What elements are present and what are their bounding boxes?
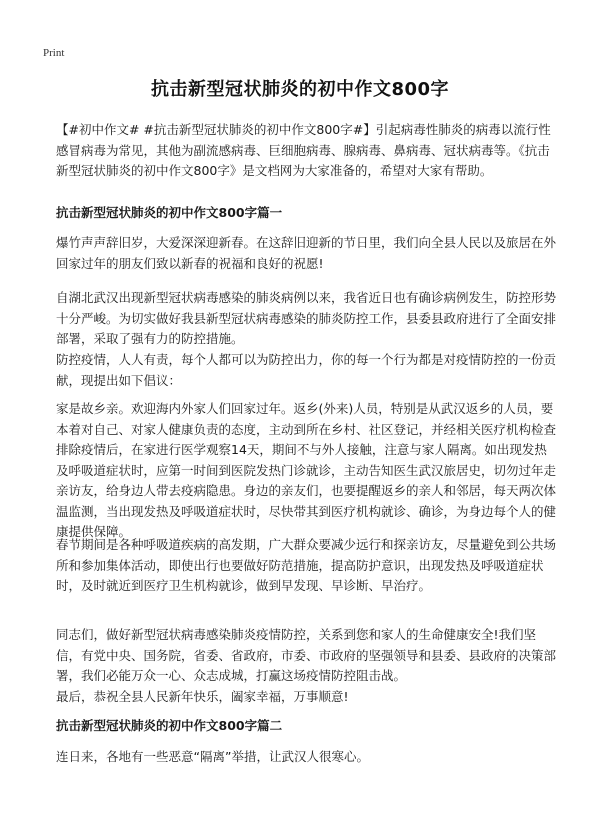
paragraph-3: 防控疫情，人人有责，每个人都可以为防控出力，你的每一个行为都是对疫情防控的一份贡献，现提出如下倡议： (56, 352, 557, 388)
paragraph-7: 最后，恭祝全县人民新年快乐，阖家幸福，万事顺意! (56, 689, 349, 704)
intro-paragraph: 【#初中作文# #抗击新型冠状肺炎的初中作文800字#】引起病毒性肺炎的病毒以流行性感冒病毒为常见，其他为副流感病毒、巨细胞病毒、腺病毒、鼻病毒、冠状病毒等。《抗击新型冠状肺炎的初中作文800字》是文档网为大家准备的，希望对大家有帮助。 (56, 122, 551, 178)
paragraph-1: 爆竹声声辞旧岁，大爱深深迎新春。在这辞旧迎新的节日里，我们向全县人民以及旅居在外回家过年的朋友们致以新春的祝福和良好的祝愿! (56, 235, 557, 271)
section-heading-2: 抗击新型冠状肺炎的初中作文800字篇二 (56, 718, 283, 733)
paragraph-2: 自湖北武汉出现新型冠状病毒感染的肺炎病例以来，我省近日也有确诊病例发生，防控形势十分严峻。为切实做好我县新型冠状病毒感染的肺炎防控工作，县委县政府进行了全面安排部署，采取了强有力的防控措施。 (56, 290, 557, 346)
paragraph-5: 春节期间是各种呼吸道疾病的高发期，广大群众要减少远行和探亲访友，尽量避免到公共场所和参加集体活动，即使出行也要做好防范措施，提高防护意识，出现发热及呼吸道症状时，及时就近到医疗卫生机构就诊，做到早发现、早诊断、早治疗。 (56, 537, 557, 593)
paragraph-4: 家是故乡亲。欢迎海内外家人们回家过年。返乡(外来)人员，特别是从武汉返乡的人员，要本着对自己、对家人健康负责的态度，主动到所在乡村、社区登记，并经相关医疗机构检查排除疫情后，在家进行医学观察14天，期间不与外人接触，注意与家人隔离。如出现发热及呼吸道症状时，应第一时间到医院发热门诊就诊，主动告知医生武汉旅居史，切勿过年走亲访友，给身边人带去疫病隐患。身边的亲友们，也要提醒返乡的亲人和邻居，每天两次体温监测，当出现发热及呼吸道症状时，尽快带其到医疗机构就诊、确诊，为身边每个人的健康提供保障。 (56, 401, 557, 539)
section-heading-1: 抗击新型冠状肺炎的初中作文800字篇一 (56, 205, 283, 220)
page-title: 抗击新型冠状肺炎的初中作文800字 (150, 79, 450, 100)
paragraph-section2-1: 连日来，各地有一些恶意“隔离”举措，让武汉人很寒心。 (56, 749, 369, 764)
paragraph-6: 同志们，做好新型冠状病毒感染肺炎疫情防控，关系到您和家人的生命健康安全!我们坚信，有党中央、国务院，省委、省政府，市委、市政府的坚强领导和县委、县政府的决策部署，我们必能万众一心、众志成城，打赢这场疫情防控阻击战。 (56, 627, 557, 683)
print-label: Print (43, 47, 65, 59)
